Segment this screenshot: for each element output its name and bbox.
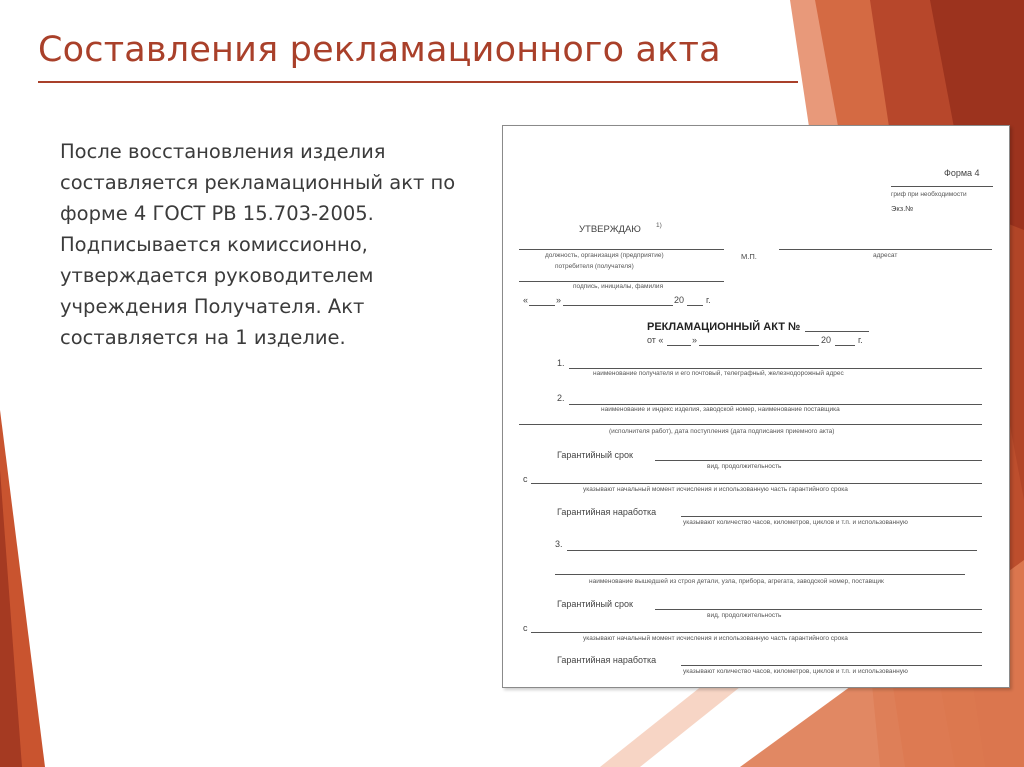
warranty-period-caption-2: вид, продолжительность	[707, 612, 782, 619]
warranty-period-caption: вид, продолжительность	[707, 463, 782, 470]
item-2-line	[569, 404, 982, 405]
warranty-period-label-2: Гарантийный срок	[557, 599, 633, 609]
act-number-line	[805, 331, 869, 332]
warranty-period-line-2	[655, 609, 982, 610]
item-3-number: 3.	[555, 539, 563, 549]
approve-label: УТВЕРЖДАЮ	[579, 224, 641, 235]
warranty-from-caption-2: указывают начальный момент исчисления и использованную часть гарантийного срока	[583, 635, 848, 642]
approve-date-mid: »	[556, 295, 562, 305]
act-day-line	[667, 345, 691, 346]
item-1-caption: наименование получателя и его почтовый, телеграфный, железнодорожный адрес	[593, 370, 844, 377]
warranty-runtime-line-2	[681, 665, 982, 666]
item-3-line-2	[555, 574, 965, 575]
item-2-line-2	[519, 424, 982, 425]
item-3-line	[567, 550, 977, 551]
act-date-mid: »	[692, 335, 698, 345]
approve-month-line	[563, 305, 673, 306]
item-2-caption: наименование и индекс изделия, заводской номер, наименование поставщика	[601, 406, 840, 413]
approve-date-open: «	[523, 295, 529, 305]
slide-body-text: После восстановления изделия составляется рекламационный акт по форме 4 ГОСТ РВ 15.703-2005. Подписывается комиссионно, утверждается руководителем учреждения Получателя. Акт составляется на 1 изделие.	[60, 140, 456, 349]
approve-date-year: 20	[674, 295, 685, 305]
approve-year-line	[687, 305, 703, 306]
item-1-number: 1.	[557, 358, 565, 368]
slide-title: Составления рекламационного акта	[38, 30, 721, 70]
position-line	[519, 249, 724, 250]
warranty-runtime-label-2: Гарантийная наработка	[557, 655, 657, 665]
warranty-runtime-caption-2: указывают количество часов, километров, циклов и т.п. и использованную	[683, 668, 908, 675]
act-date-year: 20	[821, 335, 832, 345]
item-1-line	[569, 368, 982, 369]
approve-footnote: 1)	[656, 222, 662, 229]
classification-line	[891, 186, 993, 187]
item-2-caption-2: (исполнителя работ), дата поступления (дата подписания приемного акта)	[609, 428, 835, 435]
stamp-place: М.П.	[741, 252, 757, 261]
act-title: РЕКЛАМАЦИОННЫЙ АКТ №	[647, 321, 801, 333]
act-year-line	[835, 345, 855, 346]
item-3-caption: наименование вышедшей из строя детали, узла, прибора, агрегата, заводской номер, поставщик	[589, 578, 884, 585]
warranty-from-label: с	[523, 474, 528, 484]
warranty-from-line	[531, 483, 982, 484]
position-caption: должность, организация (предприятие)	[545, 252, 664, 259]
classification-caption: гриф при необходимости	[891, 191, 967, 198]
recipient-caption: потребителя (получателя)	[555, 263, 634, 270]
warranty-runtime-label: Гарантийная наработка	[557, 507, 657, 517]
warranty-runtime-line	[681, 516, 982, 517]
warranty-period-label: Гарантийный срок	[557, 450, 633, 460]
signature-caption: подпись, инициалы, фамилия	[573, 283, 664, 290]
signature-line	[519, 281, 724, 282]
title-underline	[38, 81, 798, 83]
warranty-period-line	[655, 460, 982, 461]
act-date-end: г.	[858, 335, 863, 345]
warranty-from-caption: указывают начальный момент исчисления и использованную часть гарантийного срока	[583, 486, 848, 493]
form-number: Форма 4	[944, 168, 980, 178]
approve-date-end: г.	[706, 295, 711, 305]
warranty-from-line-2	[531, 632, 982, 633]
addressee-caption: адресат	[873, 252, 898, 259]
warranty-runtime-caption: указывают количество часов, километров, циклов и т.п. и использованную	[683, 519, 908, 526]
form-4-document	[502, 125, 1010, 688]
act-date-from: от «	[647, 335, 664, 345]
warranty-from-label-2: с	[523, 623, 528, 633]
item-2-number: 2.	[557, 393, 565, 403]
addressee-line	[779, 249, 992, 250]
approve-day-line	[529, 305, 555, 306]
copy-number: Экз.№	[891, 204, 914, 213]
act-month-line	[699, 345, 819, 346]
